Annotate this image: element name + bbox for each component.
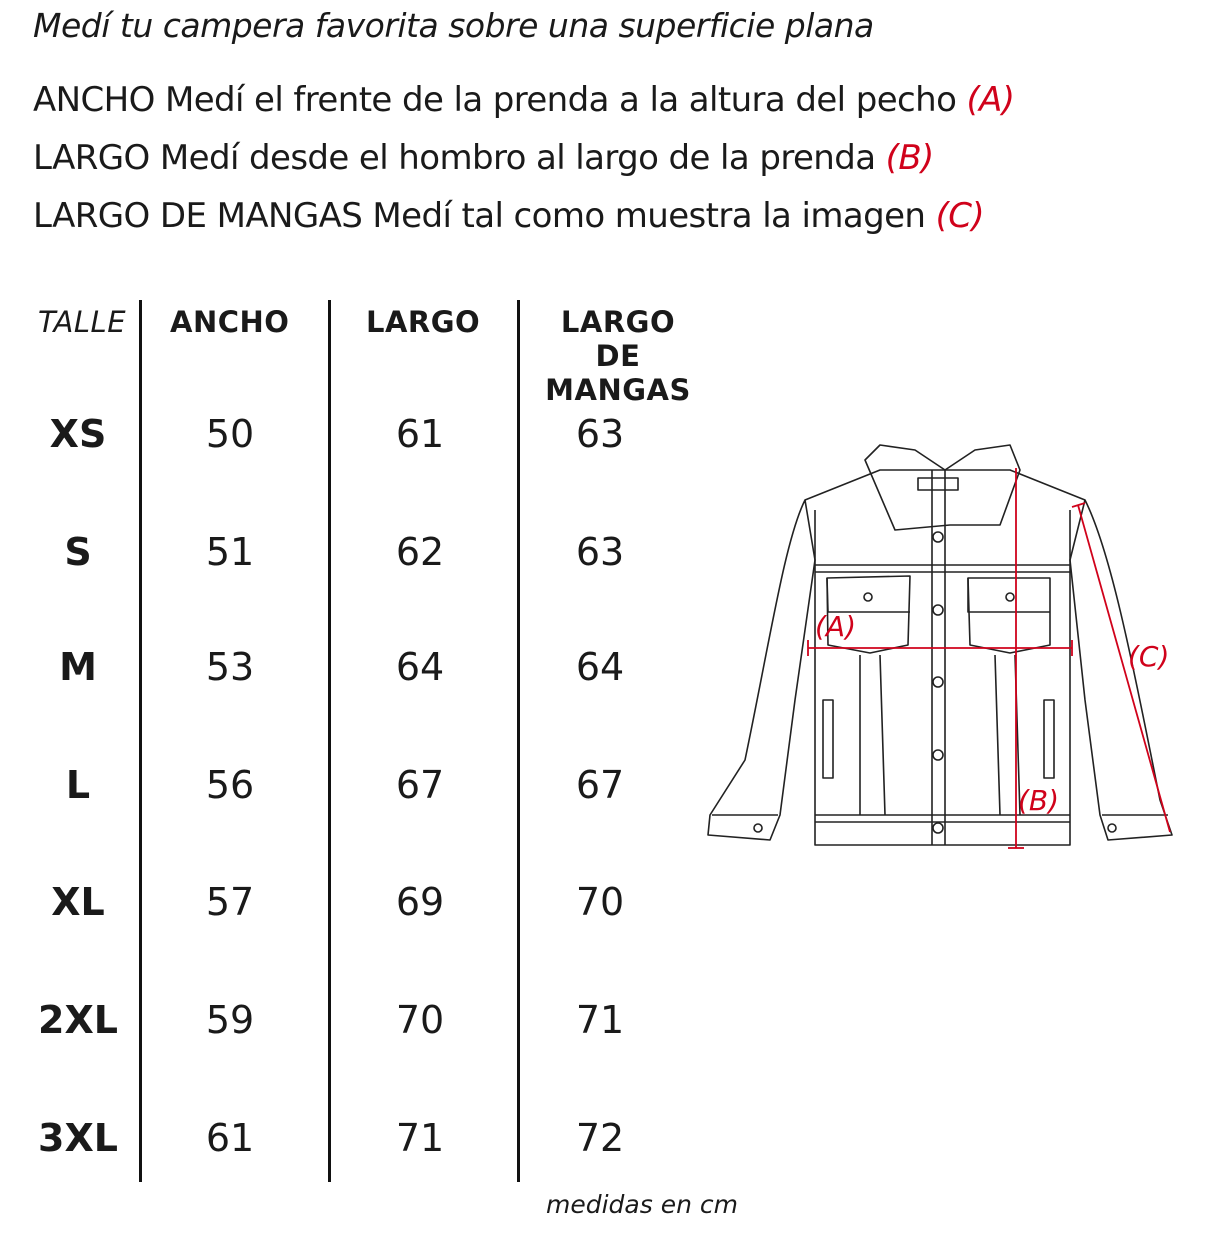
size-cell: 2XL [38,998,118,1042]
ancho-cell: 56 [205,763,255,807]
instruction-largo [33,138,934,178]
label-a: (A) [815,610,857,643]
ancho-cell: 50 [205,412,255,456]
instruction-ref: (C) [935,196,985,236]
largo-cell: 70 [395,998,445,1042]
size-cell: S [64,530,92,574]
instruction-key: ANCHO [33,80,155,120]
largo-cell: 61 [395,412,445,456]
instruction-text: Medí desde el hombro al largo de la prenda [149,138,886,178]
ancho-cell: 51 [205,530,255,574]
header-mangas-line1: LARGO DE [560,305,676,373]
mangas-cell: 64 [575,645,625,689]
footnote: medidas en cm [546,1190,738,1219]
intro-text: Medí tu campera favorita sobre una superficie plana [33,6,874,45]
header-mangas-line2: MANGAS [545,373,691,407]
size-cell: M [59,645,97,689]
label-c: (C) [1128,640,1170,673]
instruction-ref: (B) [885,138,934,178]
size-cell: XS [49,412,107,456]
largo-cell: 67 [395,763,445,807]
jacket-diagram [700,440,1180,860]
column-divider [328,300,331,1182]
size-cell: XL [51,880,105,924]
instruction-ancho [33,80,1014,120]
mangas-cell: 71 [575,998,625,1042]
ancho-cell: 61 [205,1116,255,1160]
largo-cell: 64 [395,645,445,689]
instruction-key: LARGO DE MANGAS [33,196,363,236]
mangas-cell: 70 [575,880,625,924]
ancho-cell: 57 [205,880,255,924]
largo-cell: 69 [395,880,445,924]
ancho-cell: 59 [205,998,255,1042]
label-b: (B) [1018,784,1060,817]
instruction-text: Medí el frente de la prenda a la altura del pecho [154,80,967,120]
largo-cell: 62 [395,530,445,574]
header-ancho: ANCHO [170,305,290,339]
instruction-ref: (A) [966,80,1015,120]
column-divider [139,300,142,1182]
mangas-cell: 67 [575,763,625,807]
header-mangas [538,305,698,407]
header-talle: TALLE [38,305,127,339]
instruction-mangas [33,196,984,236]
mangas-cell: 72 [575,1116,625,1160]
instruction-key: LARGO [33,138,150,178]
largo-cell: 71 [395,1116,445,1160]
size-cell: 3XL [38,1116,118,1160]
size-cell: L [65,763,91,807]
instruction-text: Medí tal como muestra la imagen [362,196,936,236]
mangas-cell: 63 [575,412,625,456]
column-divider [517,300,520,1182]
ancho-cell: 53 [205,645,255,689]
header-largo: LARGO [366,305,481,339]
mangas-cell: 63 [575,530,625,574]
